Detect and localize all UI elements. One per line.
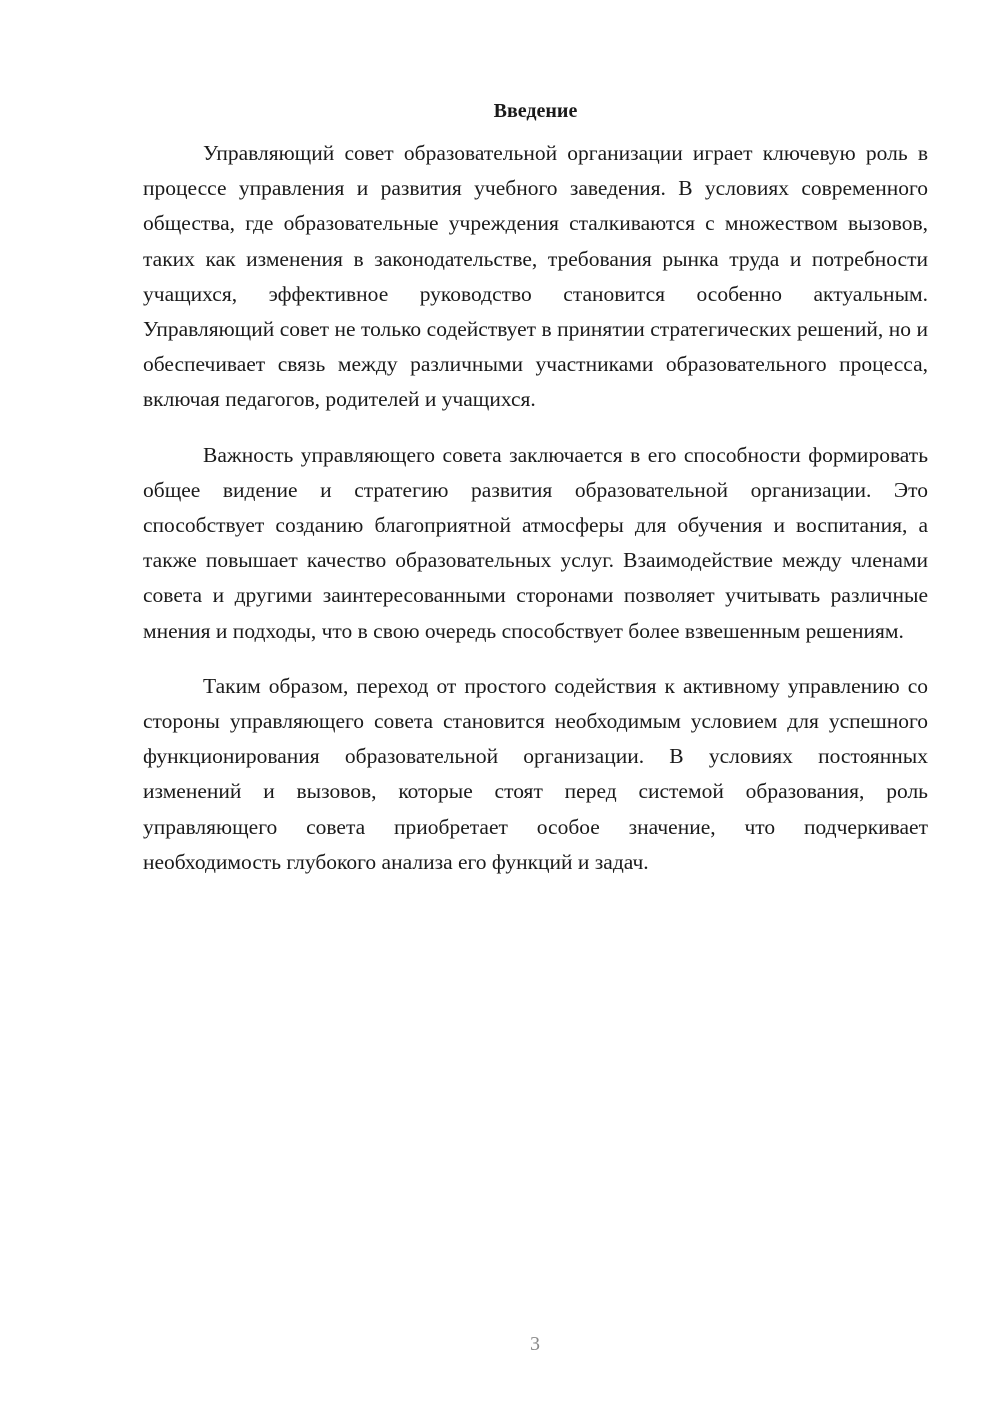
page-content (143, 96, 928, 900)
section-heading: Введение (493, 100, 578, 122)
paragraph-1: Управляющий совет образовательной организации играет ключевую роль в процессе управления и развития учебного заведения. В условиях современного общества, где образовательные учреждения сталкиваются с множеством вызовов, таких как изменения в законодательстве, требования рынка труда и потребности учащихся, эффективное руководство становится особенно актуальным. Управляющий совет не только содействует в принятии стратегических решений, но и обеспечивает связь между различными участниками образовательного процесса, включая педагогов, родителей и учащихся. (143, 141, 928, 412)
paragraph-2: Важность управляющего совета заключается в его способности формировать общее видение и стратегию развития образовательной организации. Это способствует созданию благоприятной атмосферы для обучения и воспитания, а также повышает качество образовательных услуг. Взаимодействие между членами совета и другими заинтересованными сторонами позволяет учитывать различные мнения и подходы, что в свою очередь способствует более взвешенным решениям. (143, 442, 928, 643)
paragraph-3: Таким образом, переход от простого содействия к активному управлению со стороны управляющего совета становится необходимым условием для успешного функционирования образовательной организации. В условиях постоянных изменений и вызовов, которые стоят перед системой образования, роль управляющего совета приобретает особое значение, что подчеркивает необходимость глубокого анализа его функций и задач. (143, 673, 928, 874)
page-number: 3 (530, 1333, 540, 1355)
